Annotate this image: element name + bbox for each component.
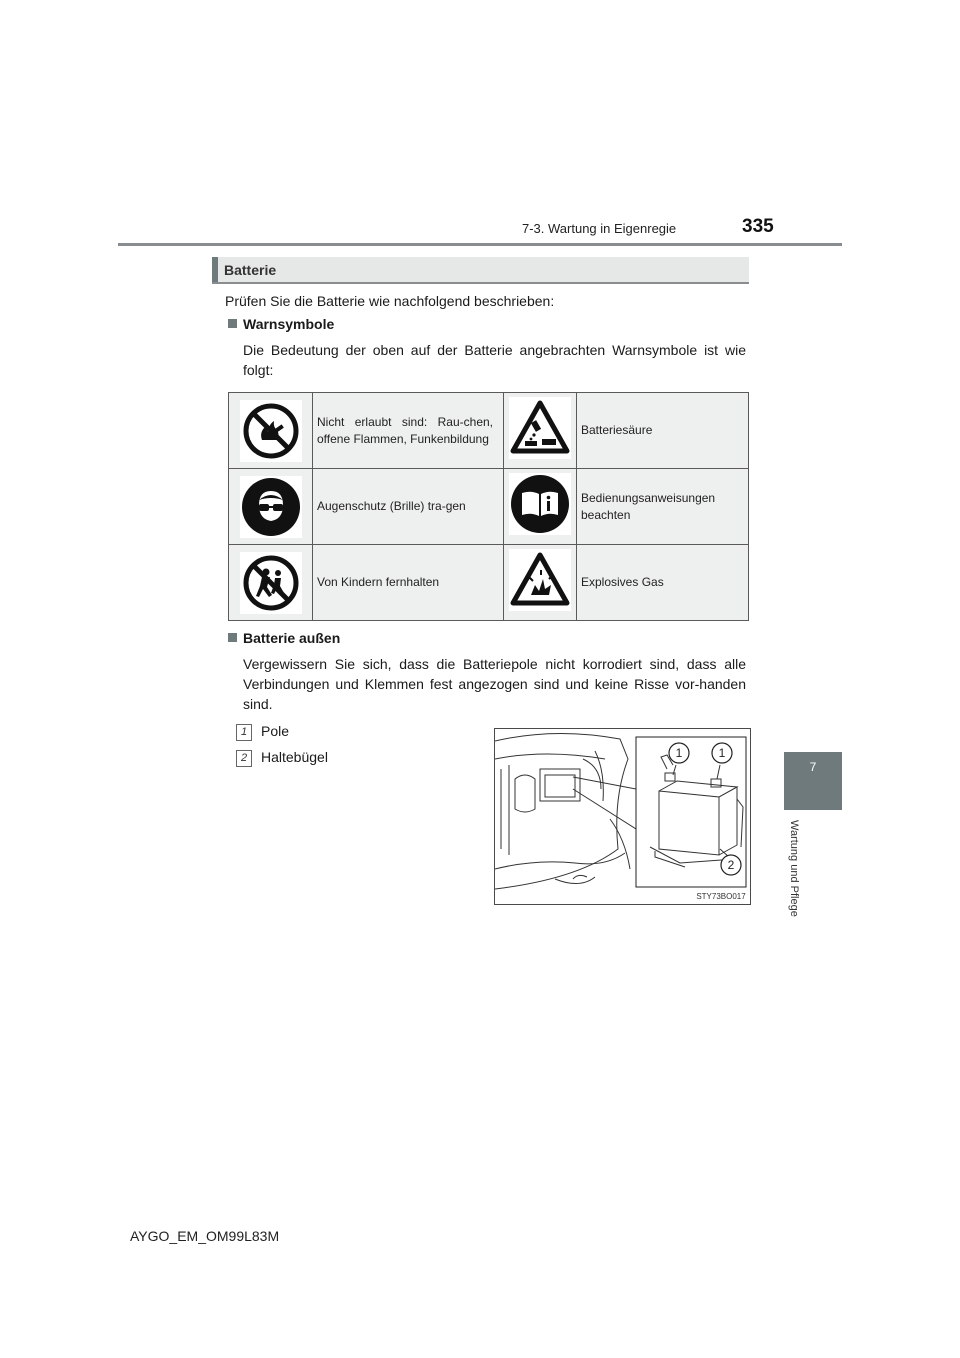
icon-cell [504, 469, 577, 545]
table-row [229, 469, 749, 545]
symbol-description: Von Kindern fernhalten [313, 545, 504, 621]
symbol-description: Nicht erlaubt sind: Rau-chen, offene Flammen, Funkenbildung [313, 393, 504, 469]
running-header-section: 7-3. Wartung in Eigenregie [522, 221, 677, 236]
chapter-tab [784, 752, 842, 810]
section-title: Batterie [224, 262, 277, 278]
illustration-code: STY73BO017 [696, 892, 746, 901]
symbol-description: Bedienungsanweisungen beachten [577, 469, 749, 545]
warning-symbols-table [228, 392, 749, 621]
legend-item [236, 723, 289, 741]
legend-label: Haltebügel [261, 749, 328, 765]
battery-illustration [494, 728, 751, 905]
section-marker [212, 257, 218, 282]
legend-item [236, 749, 328, 767]
keep-children-away-icon [240, 552, 302, 614]
page-number: 335 [742, 216, 774, 237]
icon-cell [504, 393, 577, 469]
eye-protection-icon [240, 476, 302, 538]
header-rule [118, 243, 842, 246]
read-manual-icon [509, 473, 571, 535]
callout-1-right: 1 [718, 746, 726, 760]
symbol-description: Augenschutz (Brille) tra-gen [313, 469, 504, 545]
chapter-label [764, 820, 824, 940]
icon-cell [229, 545, 313, 621]
icon-cell [504, 545, 577, 621]
exterior-description: Vergewissern Sie sich, dass die Batteriepole nicht korrodiert sind, dass alle Verbindungen und Klemmen fest angezogen sind und keine Risse vor-handen sind. [243, 656, 746, 712]
section-heading-bar [212, 257, 749, 284]
subheading-text: Batterie außen [243, 630, 341, 646]
table-row [229, 393, 749, 469]
icon-cell [229, 469, 313, 545]
legend-label: Pole [261, 723, 290, 739]
bullet-square [228, 319, 237, 328]
legend-number: 1 [236, 724, 252, 741]
table-row [229, 545, 749, 621]
document-code-footer: AYGO_EM_OM99L83M [130, 1228, 280, 1244]
bullet-square [228, 633, 237, 642]
symbol-description: Batteriesäure [577, 393, 749, 469]
subheading-warnsymbole [228, 316, 334, 332]
callout-2: 2 [727, 858, 735, 872]
chapter-number: 7 [809, 760, 817, 774]
intro-text: Prüfen Sie die Batterie wie nachfolgend beschrieben: [225, 293, 555, 309]
chapter-label-text: Wartung und Pflege [788, 820, 800, 917]
no-smoking-flame-icon [240, 400, 302, 462]
engine-bay-battery-drawing [495, 729, 750, 904]
symbol-description: Explosives Gas [577, 545, 749, 621]
battery-acid-icon [509, 397, 571, 459]
warn-description: Die Bedeutung der oben auf der Batterie angebrachten Warnsymbole ist wie folgt: [243, 342, 746, 378]
legend-number: 2 [236, 750, 252, 767]
subheading-batterie-aussen [228, 630, 340, 646]
explosive-gas-icon [509, 549, 571, 611]
icon-cell [229, 393, 313, 469]
callout-1-left: 1 [675, 746, 683, 760]
subheading-text: Warnsymbole [243, 316, 335, 332]
